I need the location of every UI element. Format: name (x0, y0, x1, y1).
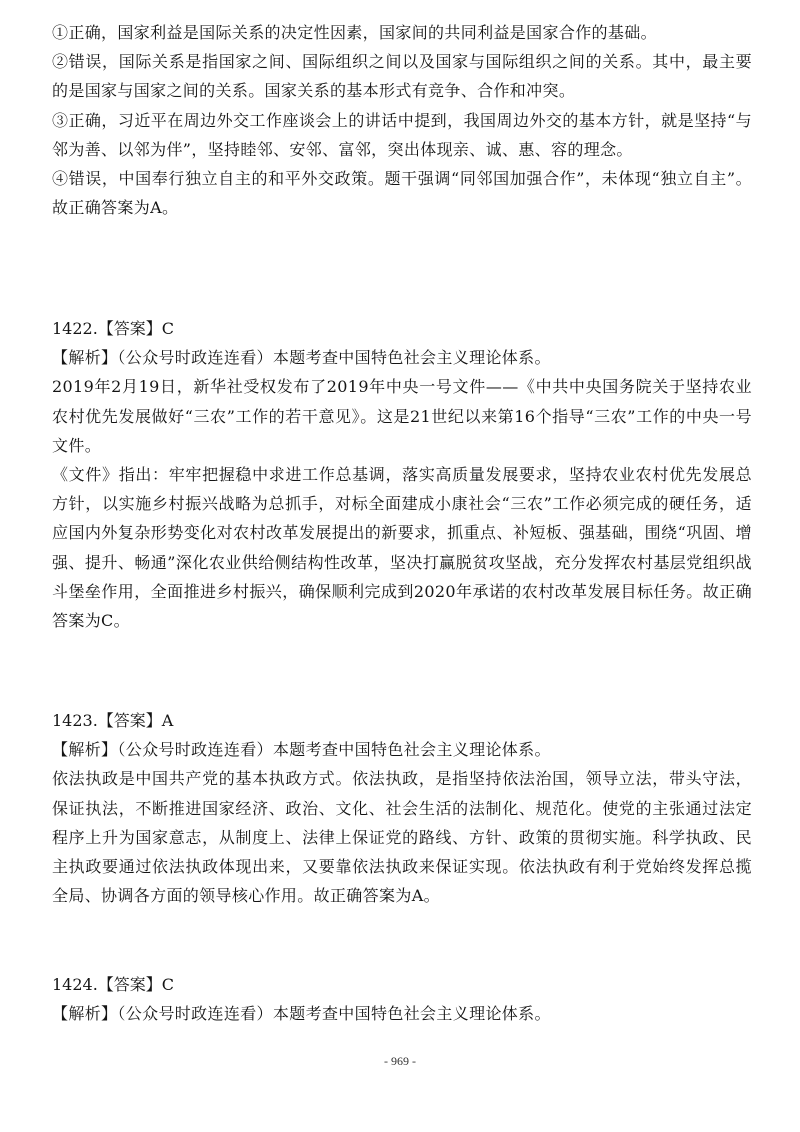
paragraph: 依法执政是中国共产党的基本执政方式。依法执政，是指坚持依法治国，领导立法，带头守法，保证执法，不断推进国家经济、政治、文化、社会生活的法制化、规范化。使党的主张通过法定程序上升为国家意志，从制度上、法律上保证党的路线、方针、政策的贯彻实施。科学执政、民主执政要通过依法执政体现出来，又要靠依法执政来保证实现。依法执政有利于党始终发挥总揽全局、协调各方面的领导核心作用。故正确答案为A。 (52, 769, 752, 906)
answer-heading: 1424.【答案】C (52, 975, 175, 994)
paragraph: ④错误，中国奉行独立自主的和平外交政策。题干强调“同邻国加强合作”，未体现“独立自主”。故正确答案为A。 (52, 169, 752, 218)
page-number: - 969 - (384, 1054, 416, 1068)
analysis-line: 【解析】（公众号时政连连看）本题考查中国特色社会主义理论体系。 (52, 348, 551, 368)
analysis-line: 【解析】（公众号时政连连看）本题考查中国特色社会主义理论体系。 (52, 740, 551, 760)
paragraph: ①正确，国家利益是国际关系的决定性因素，国家间的共同利益是国家合作的基础。 (52, 23, 657, 42)
top-section (52, 18, 752, 222)
question-1422 (52, 314, 752, 635)
paragraph: 2019年2月19日，新华社受权发布了2019年中央一号文件——《中共中央国务院关于坚持农业农村优先发展做好“三农”工作的若干意见》。这是21世纪以来第16个指导“三农”工作的中央一号文件。 (52, 377, 752, 455)
paragraph: ③正确，习近平在周边外交工作座谈会上的讲话中提到，我国周边外交的基本方针，就是坚持“与邻为善、以邻为伴”，坚持睦邻、安邻、富邻，突出体现亲、诚、惠、容的理念。 (52, 110, 752, 159)
question-1424 (52, 970, 752, 1028)
paragraph: ②错误，国际关系是指国家之间、国际组织之间以及国家与国际组织之间的关系。其中，最主要的是国家与国家之间的关系。国家关系的基本形式有竞争、合作和冲突。 (52, 52, 752, 101)
question-1423 (52, 706, 752, 910)
paragraph: 《文件》指出：牢牢把握稳中求进工作总基调，落实高质量发展要求，坚持农业农村优先发展总方针，以实施乡村振兴战略为总抓手，对标全面建成小康社会“三农”工作必须完成的硬任务，适应国内外复杂形势变化对农村改革发展提出的新要求，抓重点、补短板、强基础，围绕“巩固、增强、提升、畅通”深化农业供给侧结构性改革，坚决打赢脱贫攻坚战，充分发挥农村基层党组织战斗堡垒作用，全面推进乡村振兴，确保顺利完成到2020年承诺的农村改革发展目标任务。故正确答案为C。 (52, 465, 752, 631)
analysis-line: 【解析】（公众号时政连连看）本题考查中国特色社会主义理论体系。 (52, 1004, 551, 1024)
answer-heading: 1422.【答案】C (52, 319, 175, 338)
answer-heading: 1423.【答案】A (52, 711, 174, 730)
